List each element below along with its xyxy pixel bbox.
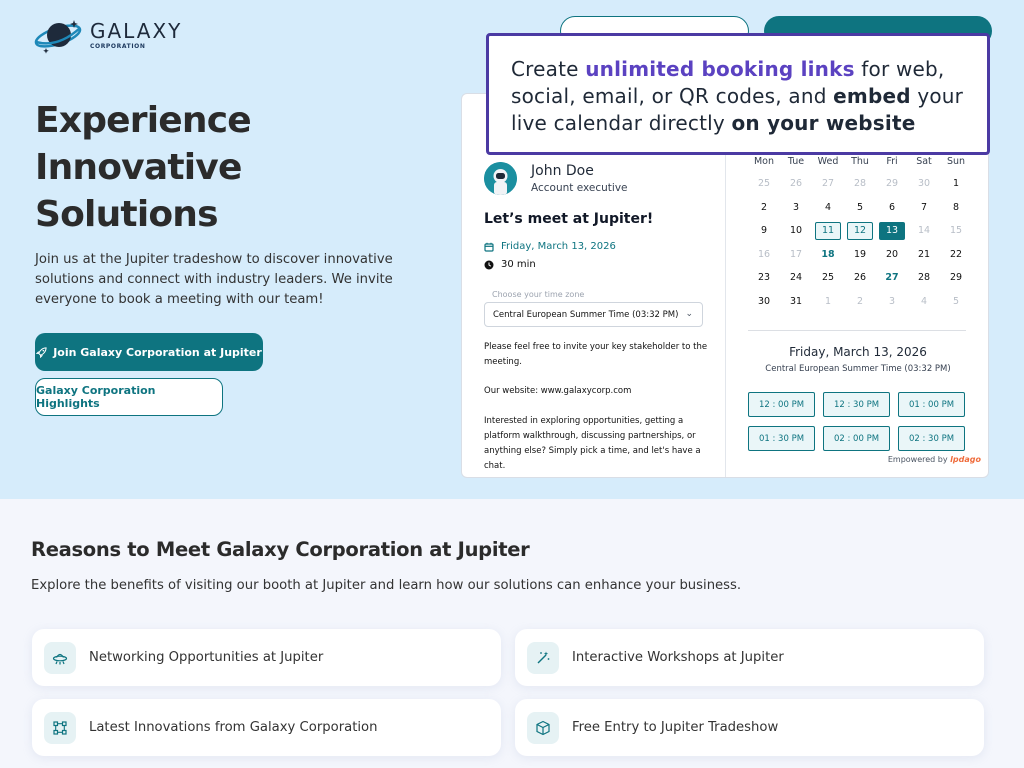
reasons-subtitle: Explore the benefits of visiting our booth at Jupiter and learn how our solutions can enhance your business. [31, 578, 742, 593]
calendar-weekday: Sun [946, 156, 966, 167]
host-name: John Doe [531, 163, 594, 179]
calendar-day [940, 222, 972, 246]
calendar-day-number: 1 [952, 178, 960, 189]
meeting-description-1: Please feel free to invite your key stakeholder to the meeting. [484, 342, 708, 367]
time-slot[interactable]: 02 : 30 PM [898, 426, 965, 451]
reason-card-innovations[interactable] [32, 699, 501, 756]
calendar-day-number: 5 [952, 295, 960, 307]
reason-card-workshops[interactable] [515, 629, 984, 686]
reasons-title: Reasons to Meet Galaxy Corporation at Jupiter [31, 538, 530, 561]
feature-callout [486, 33, 990, 155]
calendar-day-number: 3 [792, 201, 800, 213]
calendar-weekday-header [748, 156, 972, 171]
calendar-day[interactable] [748, 293, 780, 317]
calendar-day[interactable] [940, 269, 972, 293]
meeting-duration-row [484, 259, 536, 270]
calendar-weekday: Sat [916, 156, 932, 167]
calendar-day[interactable] [748, 199, 780, 223]
hero-title-line-1: Experience [35, 100, 251, 141]
reason-card-label: Latest Innovations from Galaxy Corporation [89, 720, 378, 735]
meeting-date: Friday, March 13, 2026 [501, 241, 616, 252]
nodes-icon [44, 712, 76, 744]
calendar-day-number: 30 [917, 178, 931, 189]
calendar-day-number: 30 [757, 295, 771, 307]
brand-name: GALAXY [90, 18, 183, 43]
callout-highlight: unlimited booking links [585, 57, 855, 81]
powered-by-brand: lpdago [950, 455, 981, 464]
calendar-day [748, 246, 780, 270]
calendar-day[interactable] [908, 199, 940, 223]
callout-text: for web, social, email, or QR codes, and [511, 57, 945, 108]
timezone-select-value: Central European Summer Time (03:32 PM) [493, 309, 679, 320]
calendar-day[interactable] [844, 199, 876, 223]
reason-card-free-entry[interactable] [515, 699, 984, 756]
ufo-icon [44, 642, 76, 674]
calendar-day [748, 175, 780, 199]
calendar-day-number: 15 [949, 225, 963, 236]
reason-card-label: Free Entry to Jupiter Tradeshow [572, 720, 779, 735]
calendar-icon [484, 242, 494, 252]
box-icon [527, 712, 559, 744]
calendar-day-number: 18 [821, 248, 835, 260]
calendar-day[interactable] [908, 246, 940, 270]
calendar-day-number: 20 [885, 248, 899, 260]
calendar-day[interactable] [844, 246, 876, 270]
join-button[interactable] [35, 333, 263, 371]
calendar-day-number: 12 [847, 222, 873, 240]
highlights-button[interactable] [35, 378, 223, 416]
calendar-day-number: 27 [821, 178, 835, 189]
calendar-day-number: 26 [853, 272, 867, 283]
highlights-button-label: Galaxy Corporation Highlights [36, 384, 156, 410]
meeting-date-row [484, 241, 616, 252]
calendar-day-number: 2 [760, 201, 768, 213]
calendar-day-number: 21 [917, 248, 931, 260]
calendar-weekday: Tue [787, 156, 805, 167]
calendar-day[interactable] [780, 293, 812, 317]
reason-card-networking[interactable] [32, 629, 501, 686]
calendar-day-number: 2 [856, 295, 864, 307]
calendar-day-number: 19 [853, 248, 867, 260]
callout-bold: on your website [731, 111, 916, 135]
calendar-day [876, 175, 908, 199]
calendar-day-number: 31 [789, 295, 803, 307]
calendar-day[interactable] [908, 269, 940, 293]
time-slot[interactable]: 02 : 00 PM [823, 426, 890, 451]
selected-date: Friday, March 13, 2026 [789, 345, 927, 359]
calendar-day[interactable] [780, 222, 812, 246]
calendar-day[interactable] [812, 269, 844, 293]
calendar-day[interactable] [812, 199, 844, 223]
hero-description: Join us at the Jupiter tradeshow to discover innovative solutions and connect with industry leaders. We invite everyone to book a meeting with our team! [35, 252, 393, 307]
time-slot[interactable]: 12 : 00 PM [748, 392, 815, 417]
calendar-day-number: 1 [824, 295, 832, 307]
join-button-label: Join Galaxy Corporation at Jupiter [53, 345, 262, 359]
planet-logo-icon [32, 14, 84, 56]
calendar-day-number: 11 [815, 222, 841, 240]
calendar-weekday: Wed [817, 156, 839, 167]
calendar-day-number: 28 [853, 178, 867, 189]
calendar-day [812, 175, 844, 199]
calendar-day[interactable] [940, 199, 972, 223]
calendar-day-number: 27 [885, 272, 899, 283]
calendar-day[interactable] [940, 246, 972, 270]
calendar-day[interactable] [844, 269, 876, 293]
avatar [484, 162, 517, 195]
chevron-down-icon: ⌄ [685, 309, 693, 319]
calendar-day-number: 16 [757, 248, 771, 260]
calendar-day-number: 25 [757, 178, 771, 189]
calendar-day-number: 6 [888, 201, 896, 213]
calendar-day [844, 175, 876, 199]
calendar-day-number: 26 [789, 178, 803, 189]
calendar-day-number: 4 [920, 295, 928, 307]
calendar-day[interactable] [876, 222, 908, 246]
powered-by-label: Empowered by [887, 455, 948, 464]
calendar-day-number: 8 [952, 201, 960, 213]
callout-bold: embed [833, 84, 911, 108]
calendar-day [780, 246, 812, 270]
hero-title-line-3: Solutions [35, 194, 218, 235]
callout-text: Create [511, 57, 586, 81]
time-slot[interactable]: 12 : 30 PM [823, 392, 890, 417]
calendar-day-number: 5 [856, 201, 864, 213]
calendar-day [876, 293, 908, 317]
calendar-day[interactable] [812, 222, 844, 246]
powered-by[interactable] [888, 455, 981, 464]
logo[interactable] [32, 14, 182, 56]
calendar-day-number: 25 [821, 272, 835, 283]
calendar-day-number: 13 [879, 222, 905, 240]
calendar-day-number: 28 [917, 272, 931, 283]
calendar-day [908, 293, 940, 317]
calendar-day-number: 3 [888, 295, 896, 307]
host-role: Account executive [531, 182, 628, 194]
calendar-day[interactable] [876, 269, 908, 293]
reason-card-label: Interactive Workshops at Jupiter [572, 650, 784, 665]
reason-card-label: Networking Opportunities at Jupiter [89, 650, 324, 665]
brand-subtitle: CORPORATION [90, 42, 146, 50]
calendar-day-number: 24 [789, 272, 803, 283]
clock-icon [484, 260, 494, 270]
timezone-select[interactable] [484, 302, 703, 327]
calendar-day[interactable] [940, 175, 972, 199]
meeting-title: Let’s meet at Jupiter! [484, 211, 654, 227]
calendar [748, 156, 972, 316]
calendar-day-number: 22 [949, 248, 963, 260]
calendar-day-number: 14 [917, 225, 931, 236]
calendar-day-number: 23 [757, 272, 771, 283]
calendar-divider [748, 330, 966, 331]
calendar-day[interactable] [748, 269, 780, 293]
calendar-weekday: Fri [886, 156, 898, 167]
hero-title-line-2: Innovative [35, 147, 242, 188]
calendar-day-number: 7 [920, 201, 928, 213]
selected-timezone: Central European Summer Time (03:32 PM) [765, 364, 951, 374]
meeting-description-2: Our website: www.galaxycorp.com [484, 386, 632, 396]
callout-text: your live calendar directly [511, 84, 964, 135]
calendar-day [908, 175, 940, 199]
timezone-label: Choose your time zone [492, 290, 585, 299]
rocket-icon [36, 347, 47, 358]
calendar-day[interactable] [748, 222, 780, 246]
calendar-day[interactable] [844, 222, 876, 246]
calendar-day[interactable] [780, 269, 812, 293]
calendar-day-number: 10 [789, 225, 803, 236]
meeting-description-3: Interested in exploring opportunities, getting a platform walkthrough, discussing partnerships, or anything else? Simply pick a time, and let's have a chat. [484, 416, 701, 471]
calendar-day[interactable] [812, 246, 844, 270]
calendar-day[interactable] [780, 199, 812, 223]
calendar-day [812, 293, 844, 317]
calendar-day-number: 9 [760, 225, 768, 236]
calendar-days [748, 175, 972, 316]
astronaut-icon [484, 162, 517, 195]
calendar-day [908, 222, 940, 246]
hero-title [35, 97, 335, 238]
calendar-day [780, 175, 812, 199]
meeting-duration: 30 min [501, 259, 536, 270]
calendar-day [844, 293, 876, 317]
calendar-day-number: 17 [789, 248, 803, 260]
calendar-weekday: Thu [851, 156, 869, 167]
magic-wand-icon [527, 642, 559, 674]
calendar-weekday: Mon [753, 156, 775, 167]
calendar-day-number: 29 [885, 178, 899, 189]
calendar-day-number: 4 [824, 201, 832, 213]
time-slot[interactable]: 01 : 30 PM [748, 426, 815, 451]
calendar-day-number: 29 [949, 272, 963, 283]
calendar-day [940, 293, 972, 317]
calendar-day[interactable] [876, 199, 908, 223]
time-slot[interactable]: 01 : 00 PM [898, 392, 965, 417]
calendar-day[interactable] [876, 246, 908, 270]
